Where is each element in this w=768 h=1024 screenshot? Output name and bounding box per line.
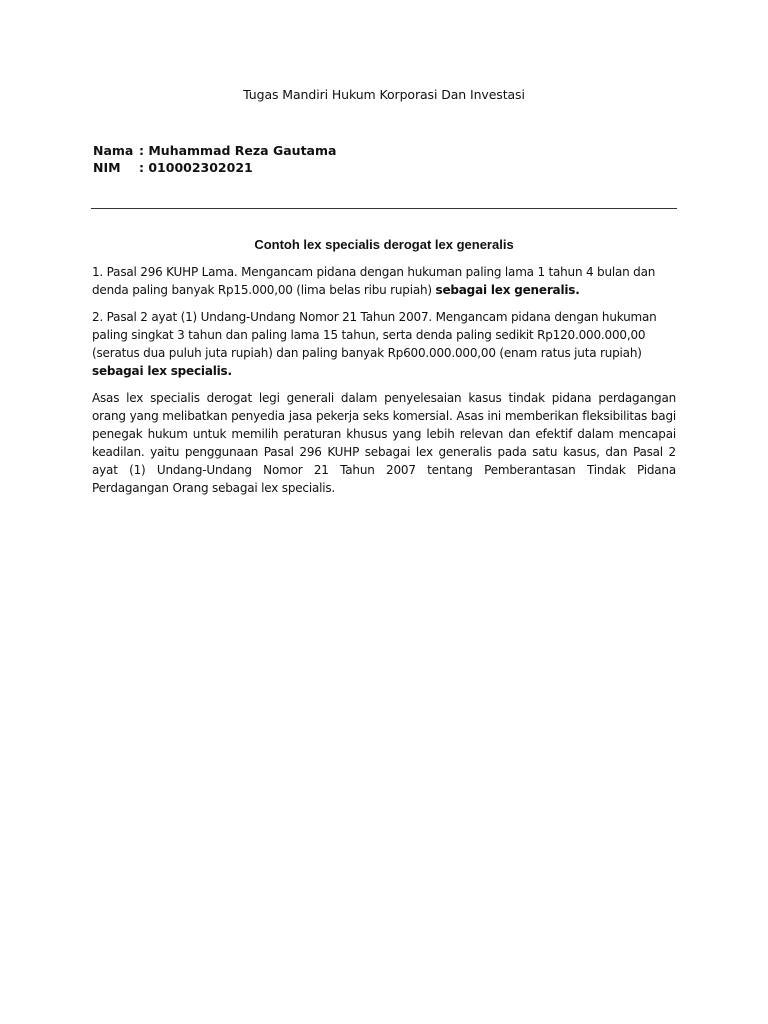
name-value: : Muhammad Reza Gautama (139, 143, 337, 158)
paragraph-text: 2. Pasal 2 ayat (1) Undang-Undang Nomor 21 Tahun 2007. Mengancam pidana dengan hukuman paling singkat 3 tahun dan paling lama 15 tahun, serta denda paling sedikit Rp120.000.000,00 (seratus dua puluh juta rupiah) dan paling banyak Rp600.000.000,00 (enam ratus juta rupiah) (92, 310, 657, 360)
name-label: Nama (93, 143, 134, 158)
nim-value: : 010002302021 (139, 160, 253, 175)
nim-row (93, 159, 336, 176)
document-title: Tugas Mandiri Hukum Korporasi Dan Investasi (243, 87, 525, 102)
paragraph-text: Asas lex specialis derogat legi generali dalam penyelesaian kasus tindak pidana perdagangan orang yang melibatkan penyedia jasa pekerja seks komersial. Asas ini memberikan fleksibilitas bagi penegak hukum untuk memilih peraturan khusus yang lebih relevan dan efektif dalam mencapai keadilan. yaitu penggunaan Pasal 296 KUHP sebagai lex generalis pada satu kasus, dan Pasal 2 ayat (1) Undang-Undang Nomor 21 Tahun 2007 tentang Pemberantasan Tindak Pidana Perdagangan Orang sebagai lex specialis. (92, 391, 676, 495)
section-title: Contoh lex specialis derogat lex generalis (254, 237, 514, 252)
nim-label: NIM (93, 160, 121, 175)
paragraph-emphasis: sebagai lex specialis. (92, 364, 232, 378)
paragraph-pasal-296 (92, 263, 676, 299)
student-info (93, 142, 336, 176)
paragraph-pasal-2 (92, 308, 676, 380)
name-row (93, 142, 336, 159)
paragraph-emphasis: sebagai lex generalis. (435, 283, 580, 297)
document-body (92, 263, 676, 506)
horizontal-divider (91, 208, 677, 209)
paragraph-text: 1. Pasal 296 KUHP Lama. Mengancam pidana dengan hukuman paling lama 1 tahun 4 bulan dan denda paling banyak Rp15.000,00 (lima belas ribu rupiah) (92, 265, 656, 297)
paragraph-asas (92, 389, 676, 497)
